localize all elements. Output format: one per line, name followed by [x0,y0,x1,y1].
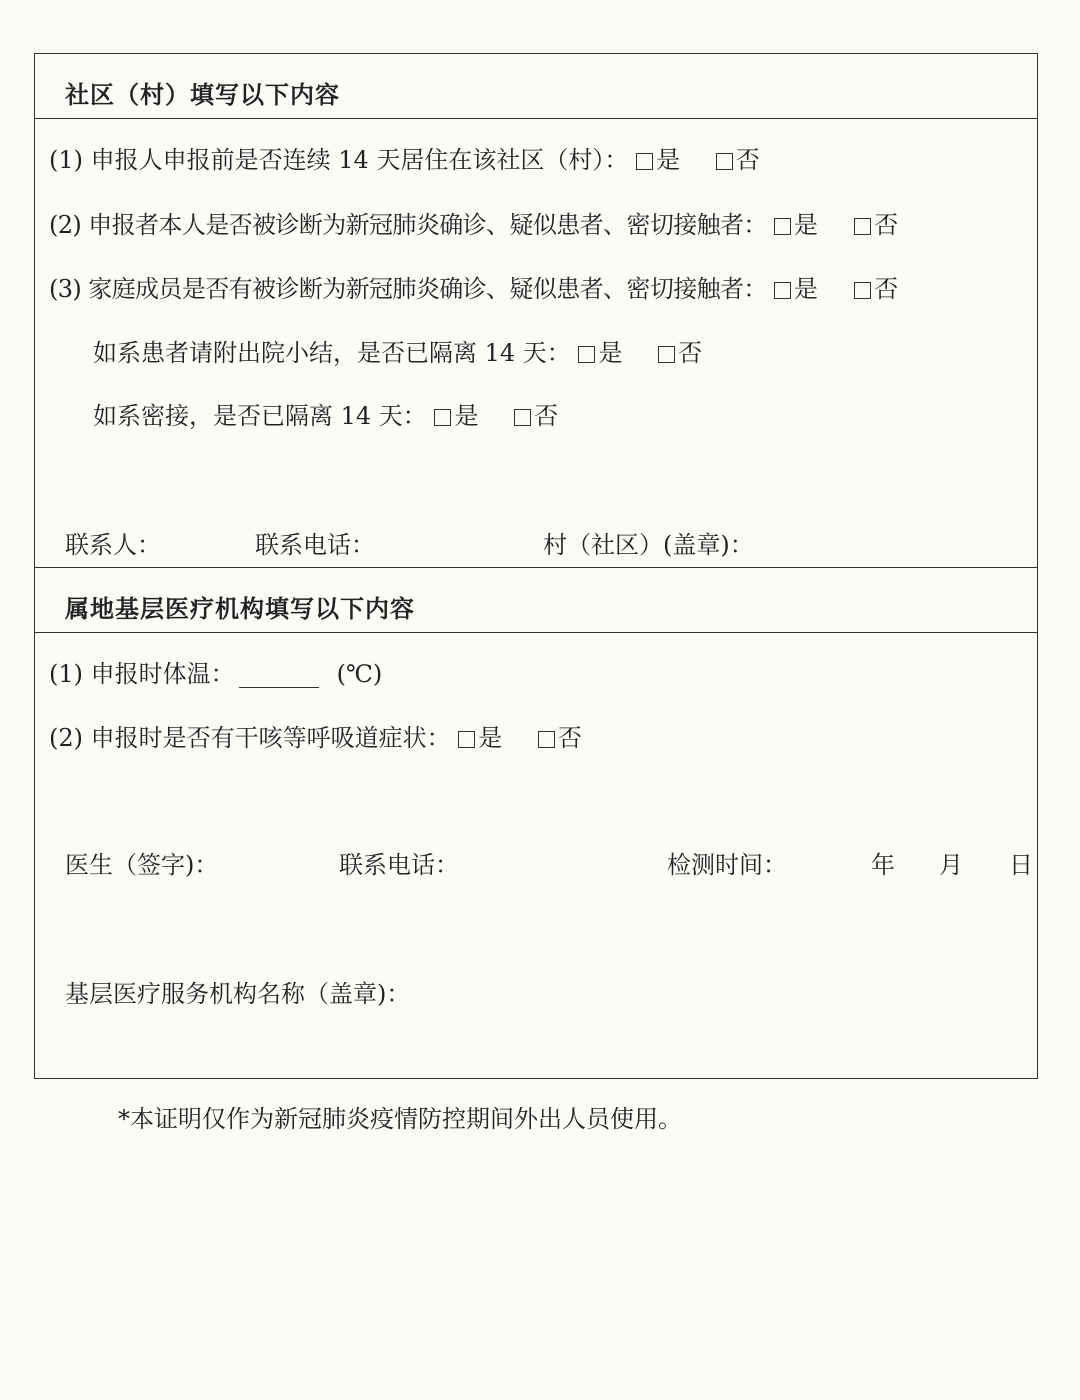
q2-no-checkbox[interactable] [854,218,871,235]
q1-yes-option[interactable] [636,145,680,175]
doctor-sign-label: 医生（签字)： [65,851,219,879]
q1-no-checkbox[interactable] [716,153,733,170]
q3-no-option[interactable] [854,274,897,304]
community-question-3 [49,274,898,304]
q3a-yes-option[interactable] [578,338,622,368]
q3b-no-option[interactable] [514,401,558,431]
medical-question-2 [49,723,582,753]
q3a-no-option[interactable] [658,338,702,368]
divider [35,118,1037,119]
q3-no-checkbox[interactable] [854,282,871,299]
q1-yes-checkbox[interactable] [636,153,653,170]
q3b-yes-checkbox[interactable] [434,409,451,426]
yes-label: 是 [793,211,818,239]
symptom-yes-checkbox[interactable] [458,731,475,748]
medical-phone-label: 联系电话： [339,851,459,879]
symptom-no-option[interactable] [538,723,582,753]
question-text: 如系患者请附出院小结，是否已隔离 14 天： [93,339,571,367]
month-label: 月 [939,851,963,879]
temperature-unit: (℃) [336,660,383,688]
symptom-yes-option[interactable] [458,723,502,753]
medical-section-title: 属地基层医疗机构填写以下内容 [65,594,415,623]
question-text: (3) 家庭成员是否有被诊断为新冠肺炎确诊、疑似患者、密切接触者： [49,275,767,303]
question-text: (1) 申报时体温： [49,660,235,688]
yes-label: 是 [454,402,479,430]
certificate-form [34,53,1038,1079]
q3a-yes-checkbox[interactable] [578,346,595,363]
q3b-no-checkbox[interactable] [514,409,531,426]
q2-no-option[interactable] [854,210,897,240]
year-label: 年 [871,851,895,879]
q1-no-option[interactable] [716,145,760,175]
community-phone-label: 联系电话： [255,531,375,559]
no-label: 否 [874,211,898,239]
yes-label: 是 [656,146,681,174]
question-text: (1) 申报人申报前是否连续 14 天居住在该社区（村）： [49,146,629,174]
q3a-no-checkbox[interactable] [658,346,675,363]
question-text: (2) 申报者本人是否被诊断为新冠肺炎确诊、疑似患者、密切接触者： [49,211,767,239]
divider [35,567,1037,568]
no-label: 否 [874,275,898,303]
community-question-3a [93,338,702,368]
q2-yes-option[interactable] [774,210,817,240]
check-time-label: 检测时间： [667,851,787,879]
community-section-title: 社区（村）填写以下内容 [65,80,340,109]
no-label: 否 [678,339,703,367]
community-question-2 [49,210,898,240]
temperature-input[interactable] [239,665,319,688]
day-label: 日 [1009,851,1033,879]
community-stamp-label: 村（社区）(盖章)： [543,531,754,559]
question-text: 如系密接，是否已隔离 14 天： [93,402,427,430]
q3b-yes-option[interactable] [434,401,478,431]
divider [35,632,1037,633]
contact-person-label: 联系人： [65,531,161,559]
community-question-3b [93,401,558,431]
yes-label: 是 [598,339,623,367]
question-text: (2) 申报时是否有干咳等呼吸道症状： [49,724,451,752]
footnote: *本证明仅作为新冠肺炎疫情防控期间外出人员使用。 [118,1105,682,1133]
institution-name-label: 基层医疗服务机构名称（盖章)： [65,980,411,1008]
community-question-1 [49,145,760,175]
yes-label: 是 [478,724,503,752]
medical-question-1 [49,659,382,689]
yes-label: 是 [793,275,818,303]
q2-yes-checkbox[interactable] [774,218,791,235]
no-label: 否 [735,146,760,174]
q3-yes-option[interactable] [774,274,817,304]
no-label: 否 [557,724,582,752]
symptom-no-checkbox[interactable] [538,731,555,748]
no-label: 否 [534,402,559,430]
q3-yes-checkbox[interactable] [774,282,791,299]
